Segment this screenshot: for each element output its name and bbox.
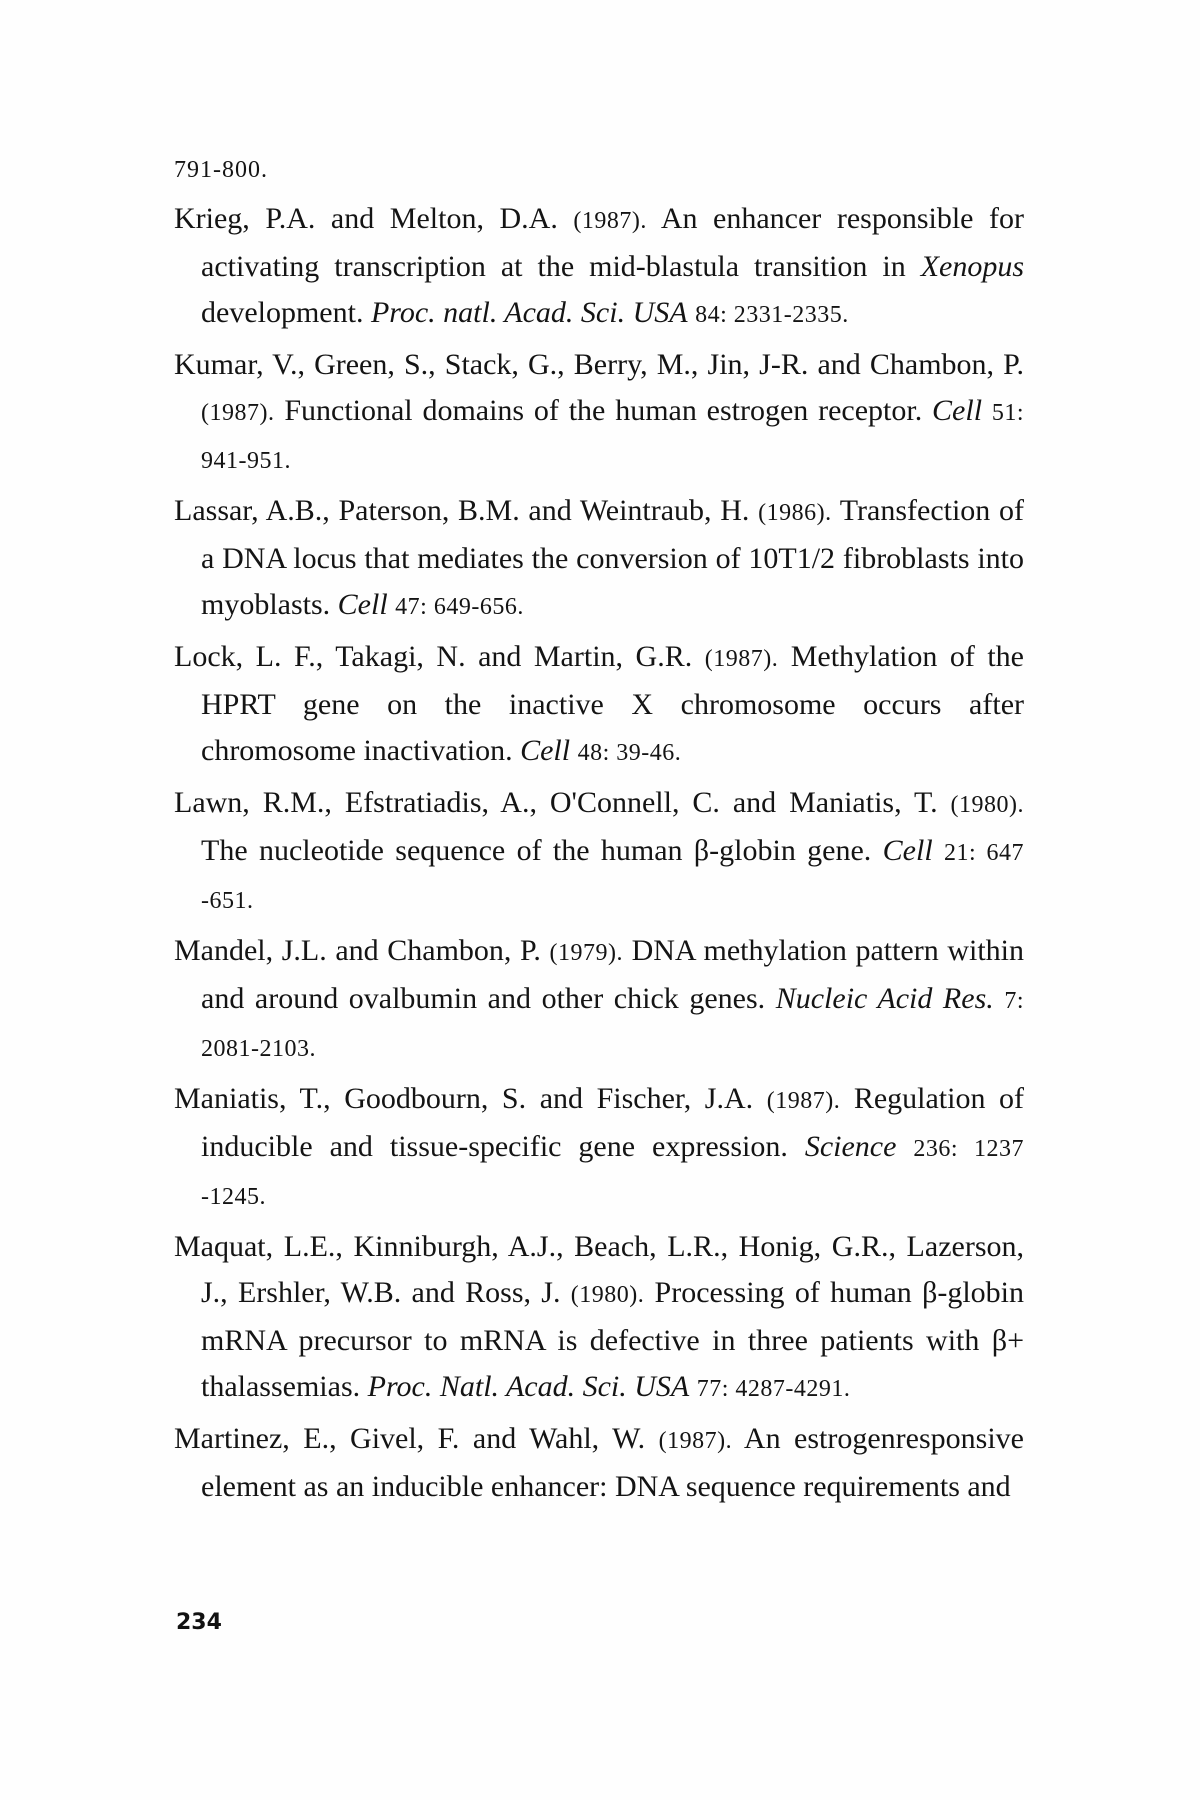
reference-title: Processing of human β-globin mRNA precursor to mRNA is defective in three patients with β+ thalassemias. bbox=[201, 1276, 1024, 1403]
reference-journal: Proc. Natl. Acad. Sci. USA bbox=[367, 1370, 690, 1403]
reference-volume: 48: 39-46. bbox=[577, 740, 682, 766]
reference-volume: 77: 4287-4291. bbox=[696, 1376, 851, 1402]
reference-title: An estrogenresponsive element as an inducible enhancer: DNA sequence requirements and bbox=[201, 1422, 1024, 1503]
reference-entry bbox=[174, 1076, 1024, 1220]
reference-year: (1980). bbox=[570, 1282, 645, 1308]
reference-entry bbox=[174, 634, 1024, 776]
reference-title: An enhancer responsible for activating transcription at the mid-blastula transition in bbox=[201, 202, 1025, 283]
reference-entry bbox=[174, 1416, 1024, 1510]
reference-year: (1987). bbox=[658, 1428, 733, 1454]
reference-volume: 51: 941-951. bbox=[201, 400, 1025, 474]
reference-journal: Cell bbox=[337, 588, 388, 621]
reference-journal: Proc. natl. Acad. Sci. USA bbox=[370, 296, 688, 329]
reference-volume: 7: 2081-2103. bbox=[201, 988, 1024, 1062]
reference-authors: Lock, L. F., Takagi, N. and Martin, G.R. bbox=[174, 640, 693, 673]
reference-authors: Maquat, L.E., Kinniburgh, A.J., Beach, L.R., Honig, G.R., Lazerson, J., Ershler, W.B. and Ross, J. bbox=[174, 1230, 1024, 1309]
reference-title: Methylation of the HPRT gene on the inactive X chromosome occurs after chromosome inactivation. bbox=[201, 640, 1024, 767]
reference-list bbox=[174, 150, 1024, 1514]
reference-year: (1987). bbox=[573, 208, 647, 234]
reference-entry bbox=[174, 1224, 1024, 1412]
reference-continuation bbox=[174, 150, 1024, 190]
reference-year: (1987). bbox=[766, 1088, 841, 1114]
reference-title: Regulation of inducible and tissue-specific gene expression. bbox=[201, 1082, 1025, 1163]
reference-entry bbox=[174, 780, 1024, 924]
reference-year: (1987). bbox=[704, 646, 779, 672]
reference-title: DNA methylation pattern within and around ovalbumin and other chick genes. bbox=[201, 934, 1025, 1015]
continuation-pages: 791-800. bbox=[174, 157, 268, 183]
reference-title-cont: development. bbox=[201, 296, 364, 329]
reference-authors: Lawn, R.M., Efstratiadis, A., O'Connell, C. and Maniatis, T. bbox=[174, 786, 938, 819]
reference-journal: Nucleic Acid Res. bbox=[775, 982, 994, 1015]
reference-journal: Cell bbox=[520, 734, 571, 767]
reference-authors: Mandel, J.L. and Chambon, P. bbox=[174, 934, 541, 967]
reference-year: (1979). bbox=[549, 940, 623, 966]
reference-year: (1986). bbox=[758, 500, 832, 526]
reference-volume: 236: 1237 -1245. bbox=[201, 1136, 1025, 1210]
reference-entry bbox=[174, 488, 1024, 630]
reference-volume: 21: 647 -651. bbox=[201, 840, 1025, 914]
reference-journal: Science bbox=[804, 1130, 897, 1163]
reference-species: Xenopus bbox=[920, 250, 1025, 283]
reference-entry bbox=[174, 928, 1024, 1072]
reference-year: (1987). bbox=[201, 400, 275, 426]
reference-title: Transfection of a DNA locus that mediates the conversion of 10T1/2 fibroblasts into myoblasts. bbox=[201, 494, 1024, 621]
reference-entry bbox=[174, 342, 1024, 484]
reference-authors: Kumar, V., Green, S., Stack, G., Berry, M., Jin, J-R. and Chambon, P. bbox=[174, 348, 1024, 381]
reference-title: Functional domains of the human estrogen receptor. bbox=[284, 394, 923, 427]
reference-authors: Krieg, P.A. and Melton, D.A. bbox=[174, 202, 558, 235]
reference-title: The nucleotide sequence of the human β-globin gene. bbox=[201, 834, 872, 867]
reference-volume: 47: 649-656. bbox=[395, 594, 524, 620]
reference-authors: Martinez, E., Givel, F. and Wahl, W. bbox=[174, 1422, 646, 1455]
page-number: 234 bbox=[176, 1610, 222, 1635]
reference-journal: Cell bbox=[932, 394, 983, 427]
reference-authors: Lassar, A.B., Paterson, B.M. and Weintraub, H. bbox=[174, 494, 750, 527]
reference-authors: Maniatis, T., Goodbourn, S. and Fischer, J.A. bbox=[174, 1082, 754, 1115]
reference-year: (1980). bbox=[950, 792, 1025, 818]
reference-journal: Cell bbox=[882, 834, 933, 867]
reference-volume: 84: 2331-2335. bbox=[695, 302, 849, 328]
reference-entry bbox=[174, 196, 1024, 338]
